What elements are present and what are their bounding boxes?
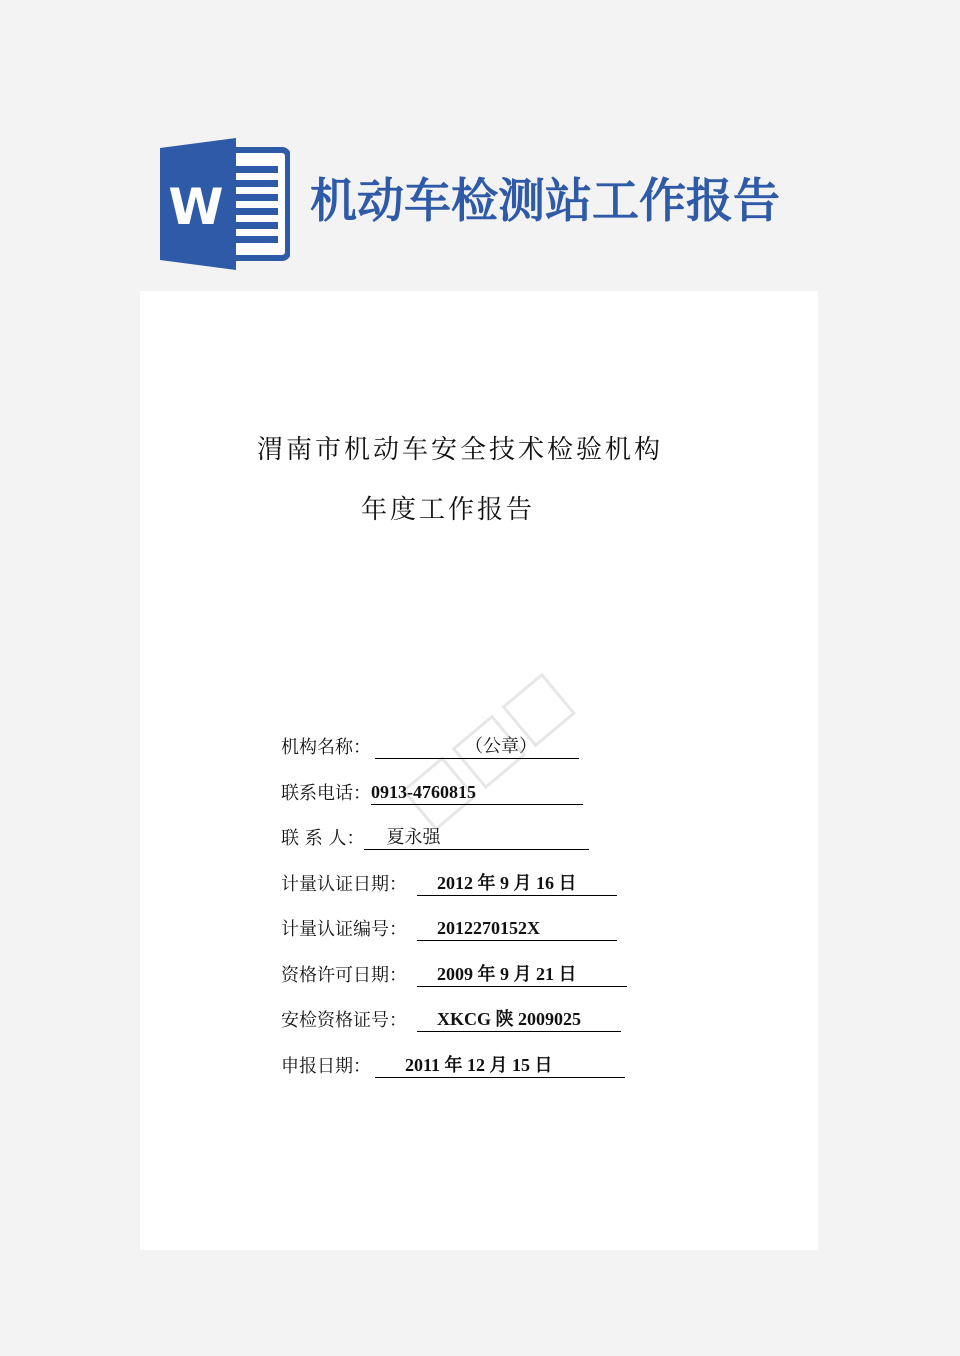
field-org-name [281, 733, 579, 763]
field-label: 申报日期： [281, 1056, 371, 1077]
field-value: 2012 年 9 月 16 日 [417, 871, 617, 896]
field-value: 夏永强 [364, 825, 589, 850]
field-label: 计量认证编号： [281, 919, 407, 940]
banner-title: 机动车检测站工作报告 [310, 174, 780, 229]
field-label: 联系电话： [281, 783, 371, 804]
field-value: 2009 年 9 月 21 日 [417, 962, 627, 987]
word-icon [160, 138, 290, 270]
document-page [140, 291, 818, 1250]
field-license-date [281, 961, 627, 991]
field-value: 2012270152X [417, 916, 617, 941]
field-label: 联 系 人： [281, 828, 365, 849]
field-contact [281, 824, 589, 854]
field-cert-date [281, 870, 617, 900]
word-icon-letter: W [168, 178, 224, 236]
field-value: 2011 年 12 月 15 日 [375, 1053, 625, 1078]
field-report-date [281, 1052, 625, 1082]
field-label: 计量认证日期： [281, 874, 407, 895]
field-inspection-license [281, 1006, 621, 1036]
field-label: 资格许可日期： [281, 965, 407, 986]
document-title-line1: 渭南市机动车安全技术检验机构 [257, 435, 664, 465]
field-value: （公章） [375, 734, 579, 759]
field-value: 0913-4760815 [371, 780, 583, 805]
header-banner [160, 138, 820, 270]
field-label: 机构名称： [281, 737, 371, 758]
field-phone [281, 779, 583, 809]
document-title-line2: 年度工作报告 [361, 495, 536, 525]
field-value: XKCG 陕 2009025 [417, 1007, 621, 1032]
field-cert-number [281, 915, 617, 945]
field-label: 安检资格证号： [281, 1010, 407, 1031]
